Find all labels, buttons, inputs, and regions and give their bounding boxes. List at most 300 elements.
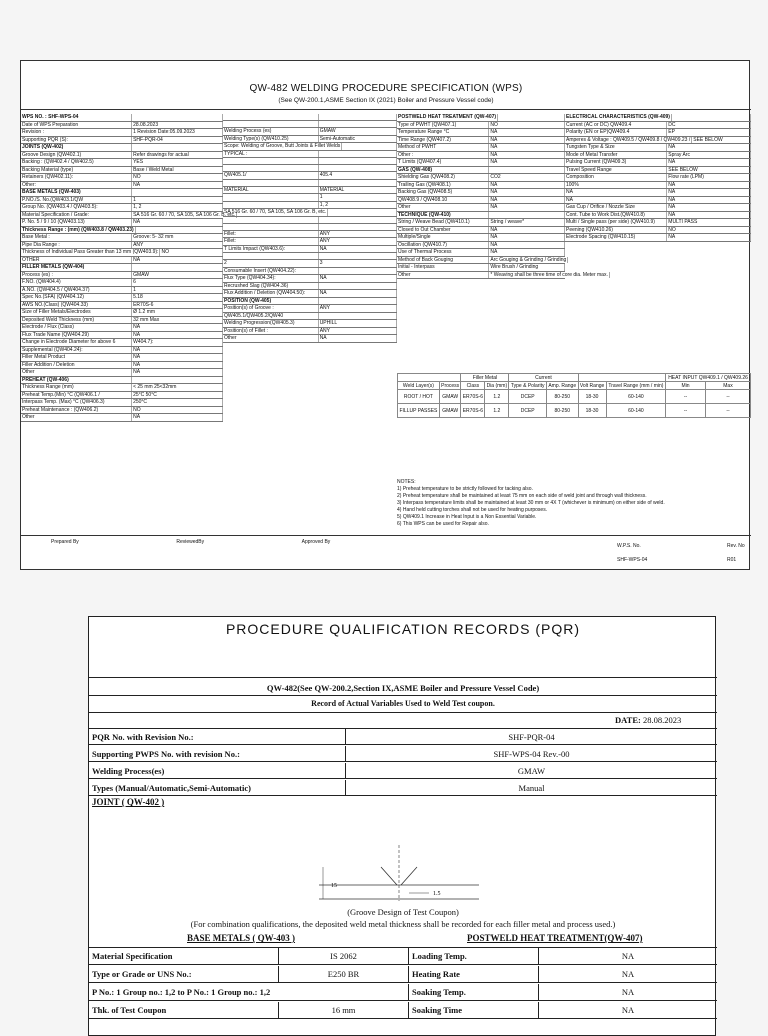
wps-field-row — [397, 204, 565, 212]
wps-field-value: 1 Revision Date:05.09.2023 — [132, 129, 223, 136]
wps-field-value: MATERIAL — [319, 187, 397, 194]
wps-field-row — [21, 332, 223, 340]
wps-field-label: QW405.1/ — [223, 172, 319, 179]
wps-number-value: SHF-WPS-04 — [617, 557, 648, 563]
wps-field-value — [319, 121, 397, 127]
wps-field-value: NA — [132, 182, 223, 189]
wps-field-label: TYPICAL : — [223, 151, 319, 158]
wps-field-value: NO — [667, 227, 751, 234]
wps-field-value: NA — [667, 197, 751, 204]
divider — [89, 677, 717, 678]
filler-cell: FILLUP PASSES — [398, 404, 440, 418]
wps-field-row — [565, 182, 751, 190]
wps-field-label: Initial - Interpass — [397, 264, 489, 271]
filler-cell: ROOT / HOT — [398, 390, 440, 404]
filler-cell: GMAW — [439, 404, 461, 418]
wps-field-value — [342, 143, 397, 150]
filler-column-header: Process — [441, 382, 460, 389]
wps-field-label — [223, 253, 319, 259]
wps-field-value: NA — [667, 204, 751, 211]
wps-field-value: Arc Gouging & Grinding / Grinding — [490, 256, 567, 263]
wps-field-label: Thickness of Individual Pass Greater than 13 mm (QW403.9): — [22, 249, 159, 255]
filler-cell: 18-30 — [578, 404, 606, 418]
pqr-row-label: Supporting PWPS No. with revision No.: — [89, 746, 346, 761]
pqr-code-reference: QW-482(See QW-200.2,Section IX,ASME Boiler and Pressure Vessel Code) — [266, 683, 540, 693]
pqr-title: PROCEDURE QUALIFICATION RECORDS (PQR) — [225, 621, 581, 637]
wps-field-row — [21, 302, 223, 310]
wps-field-value: NA — [667, 144, 751, 151]
wps-field-value: ANY — [319, 305, 397, 312]
wps-column-process-position — [223, 114, 397, 343]
wps-field-label: Use of Thermal Process — [397, 249, 489, 256]
wps-field-row — [21, 279, 223, 287]
wps-field-value: < 25 mm 25<32mm — [132, 384, 223, 391]
wps-field-row — [21, 167, 223, 175]
wps-field-row — [223, 114, 397, 121]
wps-field-value: NO — [132, 174, 223, 181]
wps-field-value: * Weaving shall be three time of core dia. Meter max. — [490, 271, 608, 278]
pwht-label: Soaking Temp. — [409, 984, 539, 1000]
pqr-sheet — [88, 616, 716, 1036]
filler-cell: 60-140 — [606, 404, 666, 418]
wps-field-label: Other : — [397, 152, 489, 159]
wps-field-row — [565, 204, 751, 212]
wps-field-value: NA — [489, 227, 565, 234]
wps-field-value: NA — [132, 332, 223, 339]
wps-field-value: NA — [667, 182, 751, 189]
wps-field-row — [223, 217, 397, 224]
wps-field-label: NA — [565, 189, 667, 196]
wps-field-row — [223, 335, 397, 343]
base-metal-row — [89, 984, 717, 1001]
filler-column-header: Volt Range — [579, 382, 605, 389]
wps-field-value: NA — [489, 129, 565, 136]
filler-group-header: Filler Metal — [461, 374, 509, 382]
wps-field-value: ANY — [132, 242, 223, 249]
wps-field-label — [223, 180, 319, 186]
wps-field-row — [21, 197, 223, 205]
wps-field-row — [223, 180, 397, 187]
wps-field-label: Composition — [565, 174, 667, 181]
wps-field-value — [319, 268, 397, 275]
wps-field-value: NA — [667, 234, 751, 241]
wps-field-label: Consumable Insert (QW404.22): — [223, 268, 319, 275]
wps-field-value: Ø 1.2 mm — [132, 309, 223, 316]
wps-field-label: T Limits (QW407.4) — [397, 159, 489, 166]
base-metal-row — [89, 948, 717, 965]
revision-label: Rev. No — [727, 543, 745, 549]
wps-field-label: Supporting PQR (S): — [21, 137, 132, 144]
wps-field-label: Scope: Welding of Groove, Butt Joints & Fillet Welds — [224, 143, 341, 149]
wps-field-label — [223, 165, 319, 171]
wps-subtitle: (See QW-200.1,ASME Section IX (2021) Boiler and Pressure Vessel code) — [278, 97, 494, 104]
wps-field-row — [397, 212, 565, 220]
filler-column-header: Max — [706, 382, 751, 390]
wps-field-label: OTHER — [21, 257, 132, 264]
wps-field-label: Supplemental (QW404.24): — [21, 347, 132, 354]
pqr-row-label: Welding Process(es) — [89, 763, 346, 778]
wps-field-row — [21, 309, 223, 317]
wps-field-value: Base / Weld Metal — [132, 167, 223, 174]
pqr-row — [89, 729, 717, 745]
wps-field-row — [223, 143, 397, 151]
pqr-row-value: Manual — [518, 783, 545, 793]
wps-field-label: Spec No.(SFA) (QW404.12) — [21, 294, 132, 301]
filler-cell: 18-30 — [578, 390, 606, 404]
wps-field-value: NA — [667, 189, 751, 196]
wps-field-value — [132, 377, 223, 384]
wps-field-label: Mode of Metal Transfer — [565, 152, 667, 159]
filler-group-header: Current — [509, 374, 578, 382]
wps-field-value: CO2 — [489, 174, 565, 181]
filler-cell: DCEP — [509, 390, 547, 404]
wps-field-value: NA — [132, 219, 223, 226]
wps-field-row — [565, 159, 751, 167]
wps-field-label: PREHEAT (QW-406) — [21, 377, 132, 384]
wps-field-row — [223, 128, 397, 136]
pwht-label: Heating Rate — [409, 966, 539, 982]
wps-field-value: Semi-Automatic — [319, 136, 397, 143]
wps-field-value: NO — [132, 407, 223, 414]
wps-field-value: NA — [132, 257, 223, 264]
wps-field-row — [397, 137, 565, 145]
wps-field-label: Filler Addition / Deletion — [21, 362, 132, 369]
wps-field-row — [397, 242, 565, 250]
wps-field-label: MATERIAL — [223, 187, 319, 194]
wps-field-row — [397, 122, 565, 130]
wps-field-row — [223, 320, 397, 328]
wps-field-row — [21, 242, 223, 250]
wps-field-label: Flux Type (QW404.34): — [223, 275, 319, 282]
filler-cell: -- — [666, 390, 706, 404]
wps-field-row — [21, 152, 223, 160]
wps-field-label: Other — [397, 272, 489, 279]
wps-field-label: WPS NO. : SHF-WPS-04 — [21, 114, 132, 121]
wps-field-label: QW408.9 / QW408.10 — [397, 197, 489, 204]
wps-field-value: DC — [667, 122, 751, 129]
wps-field-value: ANY — [319, 328, 397, 335]
wps-field-label: Closed to Out Chamber — [397, 227, 489, 234]
note-item: 2) Preheat temperature shall be maintained at least 75 mm on each side of weld joint and through wall thickness. — [397, 493, 647, 499]
wps-field-row — [21, 399, 223, 407]
wps-field-label: Interpass Temp. (Max) °C (QW406.3) — [21, 399, 132, 406]
wps-field-value: YES — [132, 159, 223, 166]
wps-field-value — [319, 283, 397, 290]
wps-field-label: Welding Progression(QW405.3) — [223, 320, 319, 327]
wps-field-label: GAS (QW-408) — [397, 167, 489, 174]
wps-field-label: Recrushed Slag (QW404.36) — [223, 283, 319, 290]
wps-field-label: Fillet: — [223, 238, 319, 245]
wps-field-label: Base Metal : — [21, 234, 132, 241]
wps-field-value — [132, 114, 223, 121]
wps-field-label: POSITION (QW-405) — [223, 298, 319, 305]
pno-group-label: P No.: 1 Group no.: 1,2 to P No.: 1 Group no.: 1,2 — [89, 984, 409, 1000]
wps-field-value — [132, 144, 223, 151]
wps-field-label: Backing Material (type) — [21, 167, 132, 174]
wps-field-label: Trailing Gas (QW408.1) — [397, 182, 489, 189]
wps-field-row — [565, 219, 751, 227]
wps-field-value: NA — [667, 159, 751, 166]
wps-field-label: Material Specification / Grade: — [21, 212, 132, 219]
wps-field-label: Fillet: — [223, 231, 319, 238]
wps-field-label: Current (AC or DC) QW409.4 — [565, 122, 667, 129]
wps-field-value: NA — [489, 234, 565, 241]
wps-field-row — [397, 197, 565, 205]
wps-field-label: Revision : — [21, 129, 132, 136]
wps-field-value: ER70S-6 — [132, 302, 223, 309]
wps-field-row — [21, 377, 223, 385]
wps-field-row — [565, 144, 751, 152]
filler-group-header — [398, 374, 461, 382]
wps-field-row — [21, 144, 223, 152]
pqr-row-value: SHF-WPS-04 Rev.-00 — [493, 749, 570, 759]
filler-cell: 60-140 — [606, 390, 666, 404]
wps-field-value: NA — [489, 242, 565, 249]
wps-field-row — [21, 137, 223, 145]
filler-cell: GMAW — [439, 390, 461, 404]
wps-field-row — [21, 227, 223, 235]
wps-field-label: Position(s) of Groove : — [223, 305, 319, 312]
wps-field-row — [21, 369, 223, 377]
wps-field-label: Flux Trade Name (QW404.29) — [21, 332, 132, 339]
wps-field-label: Amperes & Voltage : QW409.5 / QW409.8 / QW409.23 / — [566, 136, 691, 143]
signature-row — [21, 539, 397, 545]
wps-field-label: ELECTRICAL CHARACTERISTICS (QW-409) — [566, 114, 670, 120]
wps-field-label: Date of WPS Preparation — [21, 122, 132, 129]
wps-field-label: 100% — [565, 182, 667, 189]
filler-cell: -- — [666, 404, 706, 418]
wps-field-row — [223, 187, 397, 195]
wps-field-label: Electrode / Flux (Class) — [21, 324, 132, 331]
pqr-row — [89, 746, 717, 762]
filler-column-header: Weld Layer(s) — [398, 382, 440, 390]
wps-field-row — [21, 264, 223, 272]
wps-field-value — [328, 209, 397, 216]
wps-field-label: TECHNIQUE (QW-410) — [397, 212, 489, 219]
wps-field-row — [397, 264, 565, 272]
wps-field-value: MULTI PASS — [667, 219, 751, 226]
wps-field-value: NA — [489, 182, 565, 189]
filler-cell: DCEP — [509, 404, 547, 418]
wps-field-row — [21, 122, 223, 130]
joint-heading: JOINT ( QW-402 ) — [92, 797, 165, 807]
groove-caption: (Groove Design of Test Coupon) — [347, 907, 459, 917]
wps-field-value: Groove: 5- 32 mm — [132, 234, 223, 241]
filler-column-header: Amp. Range — [548, 382, 577, 389]
wps-field-value: GMAW — [132, 272, 223, 279]
wps-field-label: Travel Speed Range — [565, 167, 667, 174]
wps-field-row — [397, 114, 565, 122]
wps-field-row — [223, 313, 397, 321]
wps-field-row — [21, 354, 223, 362]
wps-field-row — [565, 174, 751, 182]
wps-field-value: NA — [132, 324, 223, 331]
wps-field-row — [21, 211, 236, 220]
pqr-row — [89, 763, 717, 779]
wps-field-value: NA — [667, 212, 751, 219]
wps-field-label: Method of Back Gouging — [397, 257, 489, 264]
wps-field-label — [223, 121, 319, 127]
wps-field-row — [397, 167, 565, 175]
wps-field-value: SHF-PQR-04 — [132, 137, 223, 144]
pwht-value: NA — [621, 969, 635, 979]
wps-field-row — [397, 234, 565, 242]
note-item: 6) This WPS can be used for Repair also. — [397, 521, 489, 527]
wps-field-row — [223, 209, 397, 217]
wps-field-row — [21, 189, 223, 197]
wps-field-value — [319, 114, 397, 120]
wps-field-label: Retainers (QW402.11): — [21, 174, 132, 181]
prepared-by-label: Prepared By — [51, 539, 79, 545]
wps-field-row — [565, 212, 751, 220]
wps-field-value: SEE BELOW — [667, 167, 751, 174]
wps-field-row — [223, 246, 397, 254]
base-metal-label: Thk. of Test Coupon — [89, 1002, 279, 1018]
filler-group-header: HEAT INPUT QW409.1 / QW409.26 — [666, 374, 751, 382]
filler-column-header: Travel Range (mm / min) — [606, 382, 666, 390]
wps-field-row — [21, 249, 223, 257]
wps-field-label — [223, 114, 319, 120]
wps-field-row — [565, 189, 751, 197]
wps-field-label: Other: — [21, 182, 132, 189]
wps-field-value — [136, 227, 223, 234]
wps-column-electrical — [565, 114, 751, 242]
filler-metal-table — [397, 373, 751, 418]
wps-field-row — [21, 317, 223, 325]
wps-field-row — [223, 328, 397, 336]
wps-field-label: JOINTS (QW-402) — [21, 144, 132, 151]
wps-field-row — [223, 136, 397, 144]
wps-field-row — [223, 290, 397, 298]
wps-field-row — [397, 182, 565, 190]
pqr-row-value: GMAW — [517, 766, 546, 776]
wps-field-value: NA — [489, 197, 565, 204]
divider — [89, 695, 717, 696]
wps-field-row — [565, 197, 751, 205]
wps-field-value — [319, 165, 397, 171]
wps-field-label: Time Range (QW407.2) — [397, 137, 489, 144]
groove-dim-root: 1.5 — [433, 891, 441, 897]
wps-number-label: W.P.S. No. — [617, 543, 641, 549]
wps-field-value: 1, 2 — [319, 202, 397, 209]
wps-field-value: NA — [489, 152, 565, 159]
wps-field-label: Cont. Tube to Work Dist.(QW410.8) — [565, 212, 667, 219]
wps-field-row — [565, 114, 751, 122]
wps-field-row — [21, 174, 223, 182]
wps-field-value: EP — [667, 129, 751, 136]
wps-field-value — [319, 180, 397, 186]
filler-column-header: Class — [461, 382, 485, 390]
wps-field-label: SA 516 Gr. 60 / 70, SA 105, SA 106 Gr. B, etc. — [224, 209, 327, 215]
wps-field-label: Size of Filler Metals/Electrodes — [21, 309, 132, 316]
wps-field-label: Gas Cup / Orifice / Nozzle Size — [565, 204, 667, 211]
wps-field-label: T Limits Impact (QW403.6): — [223, 246, 319, 253]
base-metal-value: 16 mm — [279, 1002, 409, 1018]
wps-field-value — [319, 158, 397, 164]
wps-field-label: Deposited Weld Thickness (mm) — [21, 317, 132, 324]
wps-field-value — [132, 264, 223, 271]
wps-field-value: NO — [160, 249, 223, 256]
filler-column-header: Type & Polarity — [510, 382, 545, 389]
wps-field-label: Type of PWHT (QW407.1) — [397, 122, 489, 129]
wps-field-label: Group No. (QW403.4 / QW403.5): — [21, 204, 132, 211]
wps-field-label — [223, 217, 319, 223]
filler-cell: 80-250 — [546, 390, 578, 404]
wps-field-row — [397, 159, 565, 167]
wps-field-value: ANY — [319, 238, 397, 245]
pqr-row-label: PQR No. with Revision No.: — [89, 729, 346, 744]
note-item: 1) Preheat temperature to be strictly followed for tacking also. — [397, 486, 533, 492]
combination-note: (For combination qualifications, the deposited weld metal thickness shall be recorded for each filler metal and process used.) — [190, 919, 616, 929]
wps-field-value: NA — [489, 204, 565, 211]
wps-field-label: Preheat Maintenance : (QW406.2) — [21, 407, 132, 414]
divider — [21, 109, 751, 110]
wps-field-row — [565, 152, 751, 160]
pwht-value: NA — [621, 951, 635, 961]
wps-field-value: NA — [319, 335, 397, 342]
wps-field-row — [397, 227, 565, 235]
wps-field-label — [223, 194, 319, 201]
wps-field-value: NA — [132, 362, 223, 369]
wps-field-label: BASE METALS (QW-403) — [21, 189, 132, 196]
wps-field-label: Welding Type(s) (QW410.25) — [223, 136, 319, 143]
wps-field-value — [489, 212, 565, 219]
wps-field-value: 28.08.2023 — [132, 122, 223, 129]
wps-field-label — [223, 158, 319, 164]
filler-data-row — [398, 404, 751, 418]
pqr-date — [615, 715, 681, 725]
wps-field-row — [223, 121, 397, 128]
wps-field-value: String / weave* — [489, 219, 565, 226]
wps-field-value — [489, 167, 565, 174]
wps-field-row — [397, 271, 608, 280]
wps-field-value: NA — [132, 347, 223, 354]
wps-field-label: Pulsing Current (QW409.3) — [565, 159, 667, 166]
wps-field-value: 32 mm Max — [132, 317, 223, 324]
groove-dim-thickness: 15 — [331, 883, 337, 889]
base-metal-value: E250 BR — [279, 966, 409, 982]
wps-field-value: NA — [489, 249, 565, 256]
wps-field-row — [397, 257, 565, 265]
wps-field-row — [21, 159, 223, 167]
wps-field-label: Thickness Range : (mm) (QW403.8 / QW403.23) — [22, 226, 134, 233]
wps-field-row — [21, 182, 223, 190]
filler-cell: 1.2 — [485, 390, 509, 404]
wps-field-label: Other — [397, 204, 489, 211]
wps-field-row — [223, 231, 397, 239]
wps-field-value — [319, 253, 397, 259]
wps-field-label: Other — [21, 369, 132, 376]
wps-field-row — [223, 172, 397, 180]
wps-field-label: Groove Design (QW402.1) — [21, 152, 132, 159]
wps-field-row — [21, 384, 223, 392]
wps-field-row — [21, 392, 223, 400]
wps-field-value — [319, 298, 397, 305]
wps-field-label: Temperature Range °C — [397, 129, 489, 136]
wps-field-row — [397, 152, 565, 160]
wps-field-value: 1 — [319, 194, 397, 201]
filler-data-row — [398, 390, 751, 404]
wps-field-value: NA — [319, 290, 397, 297]
wps-field-label: Thickness Range (mm) — [21, 384, 132, 391]
wps-field-value: 250°C — [132, 399, 223, 406]
wps-field-row — [565, 167, 751, 175]
wps-field-value — [319, 224, 397, 230]
wps-field-value: 405.4 — [319, 172, 397, 179]
filler-cell: 80-250 — [546, 404, 578, 418]
wps-field-value: 1, 2 — [132, 204, 223, 211]
wps-field-label: Peening (QW410.26) — [565, 227, 667, 234]
